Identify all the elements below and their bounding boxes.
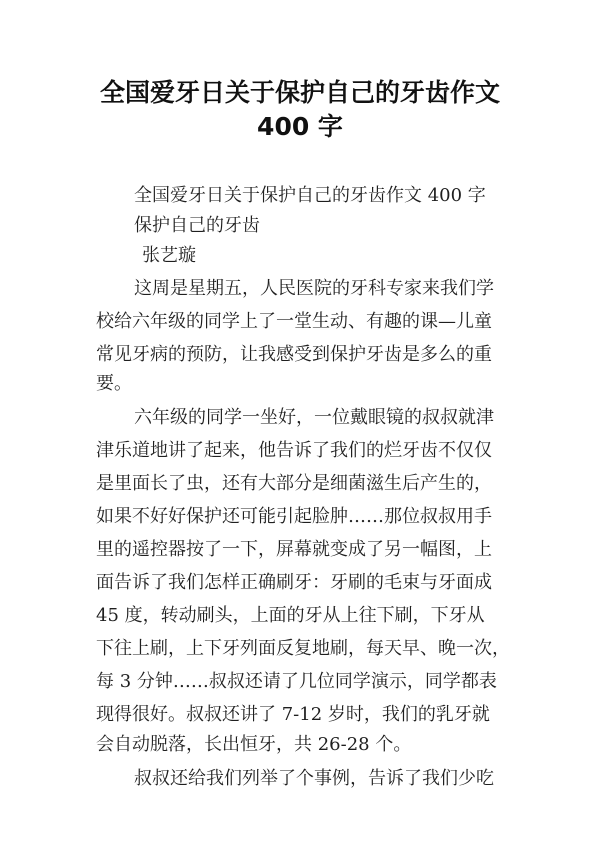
paragraph-2-line-3: 是里面长了虫，还有大部分是细菌滋生后产生的， xyxy=(96,473,492,494)
paragraph-2-line-4: 如果不好好保护还可能引起脸肿……那位叔叔用手 xyxy=(96,506,492,527)
author-name: 张艺璇 xyxy=(142,245,196,266)
paragraph-2-line-7: 45 度，转动刷头，上面的牙从上往下刷，下牙从 xyxy=(96,605,485,626)
document-title-line-1: 全国爱牙日关于保护自己的牙齿作文 xyxy=(99,78,500,107)
paragraph-1-line-3: 常见牙病的预防，让我感受到保护牙齿是多么的重 xyxy=(96,344,492,365)
paragraph-2-line-2: 津乐道地讲了起来，他告诉了我们的烂牙齿不仅仅 xyxy=(96,440,492,461)
paragraph-2-line-6: 面告诉了我们怎样正确刷牙：牙刷的毛束与牙面成 xyxy=(96,572,492,593)
paragraph-1-line-1: 这周是星期五，人民医院的牙科专家来我们学 xyxy=(134,278,494,299)
paragraph-1-line-2: 校给六年级的同学上了一堂生动、有趣的课—儿童 xyxy=(96,311,492,332)
paragraph-2-line-9: 每 3 分钟……叔叔还请了几位同学演示，同学都表 xyxy=(96,671,497,692)
paragraph-2-line-8: 下往上刷，上下牙列面反复地刷，每天早、晚一次， xyxy=(96,638,510,659)
paragraph-2-line-5: 里的遥控器按了一下，屏幕就变成了另一幅图，上 xyxy=(96,539,492,560)
paragraph-1-line-4: 要。 xyxy=(96,373,132,394)
document-title-line-2: 400 字 xyxy=(257,112,343,141)
paragraph-2-line-1: 六年级的同学一坐好，一位戴眼镜的叔叔就津 xyxy=(134,407,494,428)
intro-heading-line: 全国爱牙日关于保护自己的牙齿作文 400 字 xyxy=(134,185,486,206)
paragraph-3-line-1: 叔叔还给我们列举了个事例，告诉了我们少吃 xyxy=(134,768,494,789)
paragraph-2-line-10: 现得很好。叔叔还讲了 7-12 岁时，我们的乳牙就 xyxy=(96,704,490,725)
subtitle-line: 保护自己的牙齿 xyxy=(134,215,260,236)
paragraph-2-line-11: 会自动脱落，长出恒牙，共 26-28 个。 xyxy=(96,734,412,755)
